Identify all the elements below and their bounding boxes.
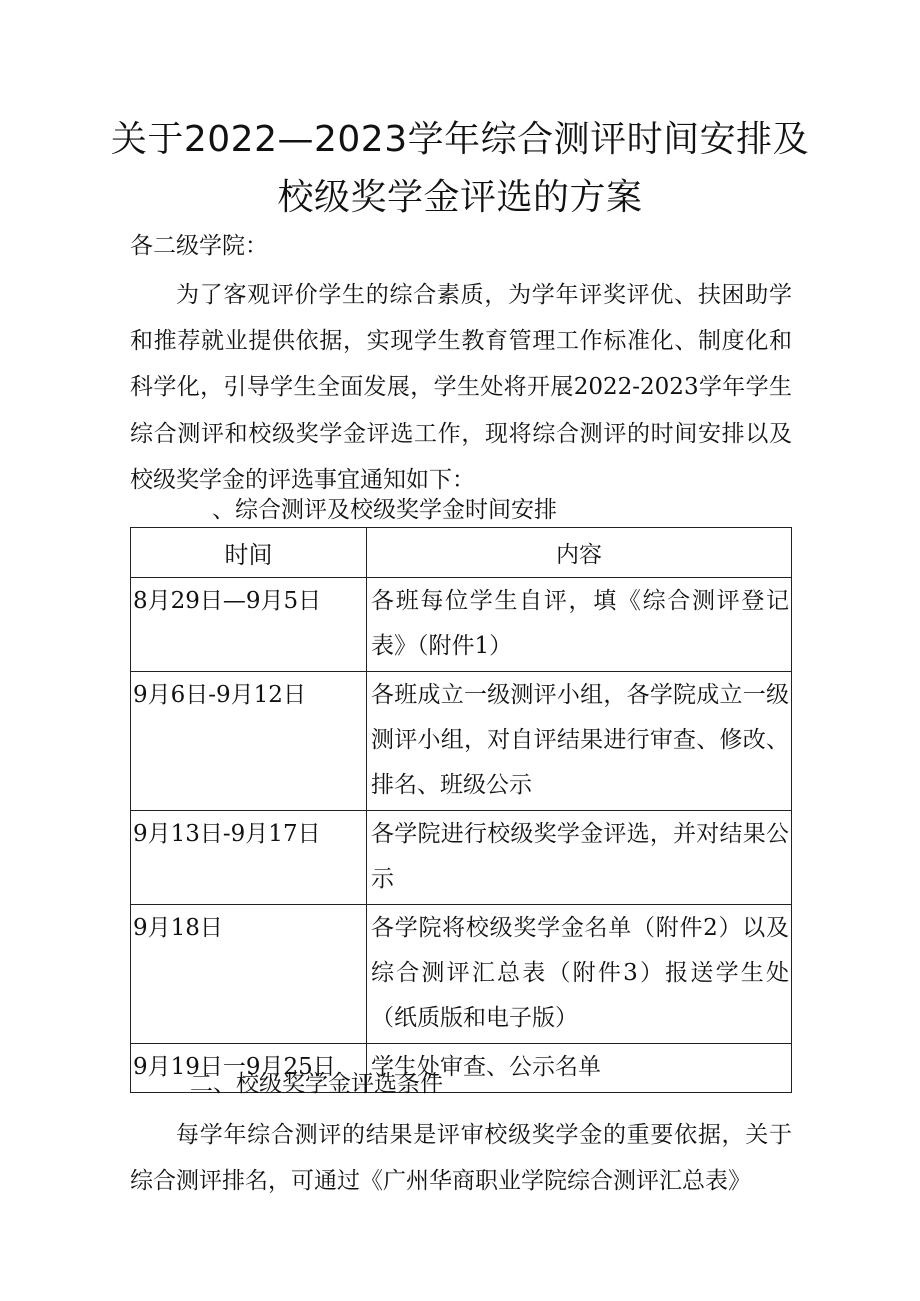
table-row (131, 578, 792, 672)
header-content: 内容 (367, 528, 792, 578)
document-title-line-2: 校级奖学金评选的方案 (277, 177, 643, 218)
salutation: 各二级学院： (130, 233, 268, 259)
row-content: 学生处审查、公示名单 (367, 1044, 792, 1093)
row-time: 9月6日-9月12日 (131, 672, 367, 811)
row-time: 9月13日-9月17日 (131, 811, 367, 905)
row-content: 各班每位学生自评，填《综合测评登记表》（附件1） (367, 578, 792, 672)
document-title-line-1: 关于2022—2023学年综合测评时间安排及 (110, 119, 810, 160)
row-time: 8月29日—9月5日 (131, 578, 367, 672)
row-content: 各学院进行校级奖学金评选，并对结果公示 (367, 811, 792, 905)
table-row (131, 811, 792, 905)
table-row (131, 672, 792, 811)
row-content: 各班成立一级测评小组，各学院成立一级测评小组，对自评结果进行审查、修改、排名、班级公示 (367, 672, 792, 811)
row-time: 9月19日一9月25日 (131, 1044, 367, 1093)
row-content: 各学院将校级奖学金名单（附件2）以及综合测评汇总表（附件3）报送学生处（纸质版和电子版） (367, 905, 792, 1044)
table-row (131, 905, 792, 1044)
header-time: 时间 (131, 528, 367, 578)
schedule-table (130, 527, 792, 1093)
table-header-row (131, 528, 792, 578)
section-2-paragraph: 每学年综合测评的结果是评审校级奖学金的重要依据，关于综合测评排名，可通过《广州华商职业学院综合测评汇总表》 (130, 1122, 792, 1195)
section-2-heading: 二、校级奖学金评选条件 (190, 1071, 443, 1097)
intro-paragraph: 为了客观评价学生的综合素质，为学年评奖评优、扶困助学和推荐就业提供依据，实现学生教育管理工作标准化、制度化和科学化，引导学生全面发展，学生处将开展2022-2023学年学生综合测评和校级奖学金评选工作，现将综合测评的时间安排以及校级奖学金的评选事宜通知如下： (130, 282, 792, 493)
row-time: 9月18日 (131, 905, 367, 1044)
section-1-heading: 、综合测评及校级奖学金时间安排 (212, 497, 557, 523)
